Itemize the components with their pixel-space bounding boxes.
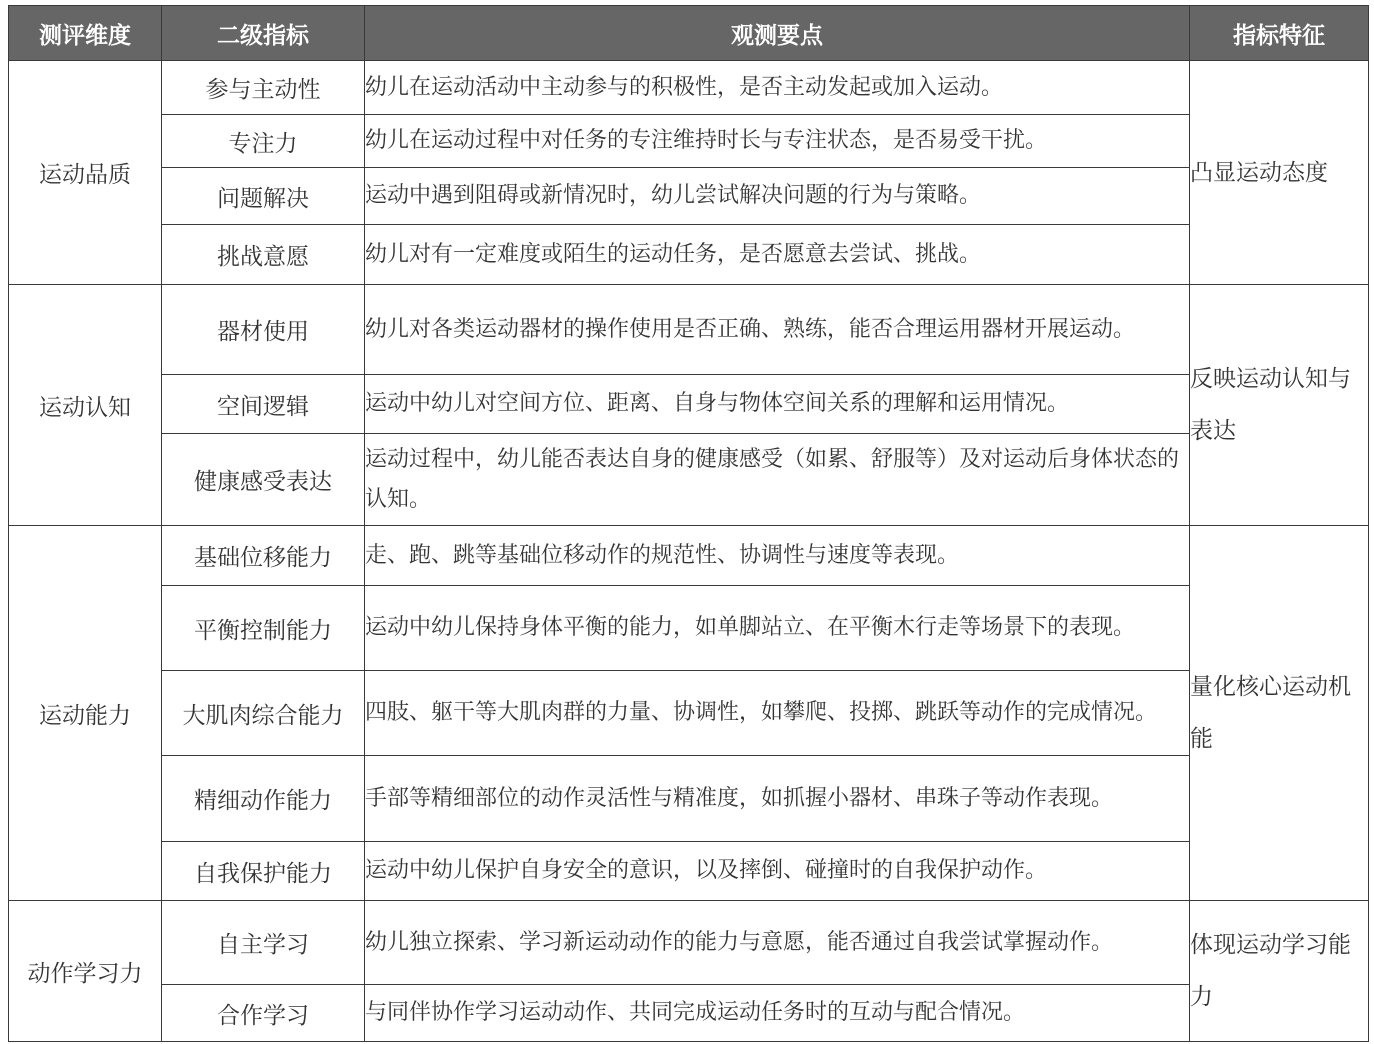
sub-indicator-cell: 器材使用 — [162, 285, 365, 375]
table-row — [9, 901, 1369, 985]
sub-indicator-cell: 空间逻辑 — [162, 375, 365, 434]
sub-indicator-cell: 自我保护能力 — [162, 842, 365, 901]
sub-indicator-cell: 参与主动性 — [162, 61, 365, 115]
sub-indicator-cell: 大肌肉综合能力 — [162, 671, 365, 756]
table-row — [9, 225, 1369, 285]
observation-cell: 运动过程中，幼儿能否表达自身的健康感受（如累、舒服等）及对运动后身体状态的认知。 — [365, 434, 1190, 526]
header-observation: 观测要点 — [365, 6, 1190, 61]
dimension-cell: 动作学习力 — [9, 901, 162, 1042]
feature-cell: 体现运动学习能力 — [1190, 901, 1369, 1042]
sub-indicator-cell: 精细动作能力 — [162, 756, 365, 842]
dimension-cell: 运动认知 — [9, 285, 162, 526]
header-feature: 指标特征 — [1190, 6, 1369, 61]
table-row — [9, 61, 1369, 115]
feature-cell: 量化核心运动机能 — [1190, 526, 1369, 901]
sub-indicator-cell: 合作学习 — [162, 985, 365, 1042]
observation-cell: 幼儿在运动过程中对任务的专注维持时长与专注状态，是否易受干扰。 — [365, 115, 1190, 168]
table-row — [9, 756, 1369, 842]
sub-indicator-cell: 自主学习 — [162, 901, 365, 985]
observation-cell: 与同伴协作学习运动动作、共同完成运动任务时的互动与配合情况。 — [365, 985, 1190, 1042]
observation-cell: 运动中遇到阻碍或新情况时，幼儿尝试解决问题的行为与策略。 — [365, 168, 1190, 225]
sub-indicator-cell: 基础位移能力 — [162, 526, 365, 586]
observation-cell: 运动中幼儿对空间方位、距离、自身与物体空间关系的理解和运用情况。 — [365, 375, 1190, 434]
observation-cell: 四肢、躯干等大肌肉群的力量、协调性，如攀爬、投掷、跳跃等动作的完成情况。 — [365, 671, 1190, 756]
dimension-cell: 运动能力 — [9, 526, 162, 901]
evaluation-table — [8, 5, 1369, 1042]
observation-cell: 幼儿独立探索、学习新运动动作的能力与意愿，能否通过自我尝试掌握动作。 — [365, 901, 1190, 985]
table-row — [9, 526, 1369, 586]
header-sub-indicator: 二级指标 — [162, 6, 365, 61]
observation-cell: 幼儿对有一定难度或陌生的运动任务，是否愿意去尝试、挑战。 — [365, 225, 1190, 285]
observation-cell: 手部等精细部位的动作灵活性与精准度，如抓握小器材、串珠子等动作表现。 — [365, 756, 1190, 842]
observation-cell: 运动中幼儿保护自身安全的意识，以及摔倒、碰撞时的自我保护动作。 — [365, 842, 1190, 901]
feature-cell: 凸显运动态度 — [1190, 61, 1369, 285]
header-row — [9, 6, 1369, 61]
table-row — [9, 285, 1369, 375]
sub-indicator-cell: 健康感受表达 — [162, 434, 365, 526]
table-row — [9, 168, 1369, 225]
table-row — [9, 985, 1369, 1042]
observation-cell: 幼儿对各类运动器材的操作使用是否正确、熟练，能否合理运用器材开展运动。 — [365, 285, 1190, 375]
sub-indicator-cell: 专注力 — [162, 115, 365, 168]
observation-cell: 幼儿在运动活动中主动参与的积极性，是否主动发起或加入运动。 — [365, 61, 1190, 115]
table-row — [9, 842, 1369, 901]
observation-cell: 走、跑、跳等基础位移动作的规范性、协调性与速度等表现。 — [365, 526, 1190, 586]
header-dimension: 测评维度 — [9, 6, 162, 61]
sub-indicator-cell: 平衡控制能力 — [162, 586, 365, 671]
dimension-cell: 运动品质 — [9, 61, 162, 285]
sub-indicator-cell: 挑战意愿 — [162, 225, 365, 285]
table-row — [9, 115, 1369, 168]
table-row — [9, 434, 1369, 526]
sub-indicator-cell: 问题解决 — [162, 168, 365, 225]
table-row — [9, 671, 1369, 756]
feature-cell: 反映运动认知与表达 — [1190, 285, 1369, 526]
observation-cell: 运动中幼儿保持身体平衡的能力，如单脚站立、在平衡木行走等场景下的表现。 — [365, 586, 1190, 671]
table-row — [9, 586, 1369, 671]
table-row — [9, 375, 1369, 434]
